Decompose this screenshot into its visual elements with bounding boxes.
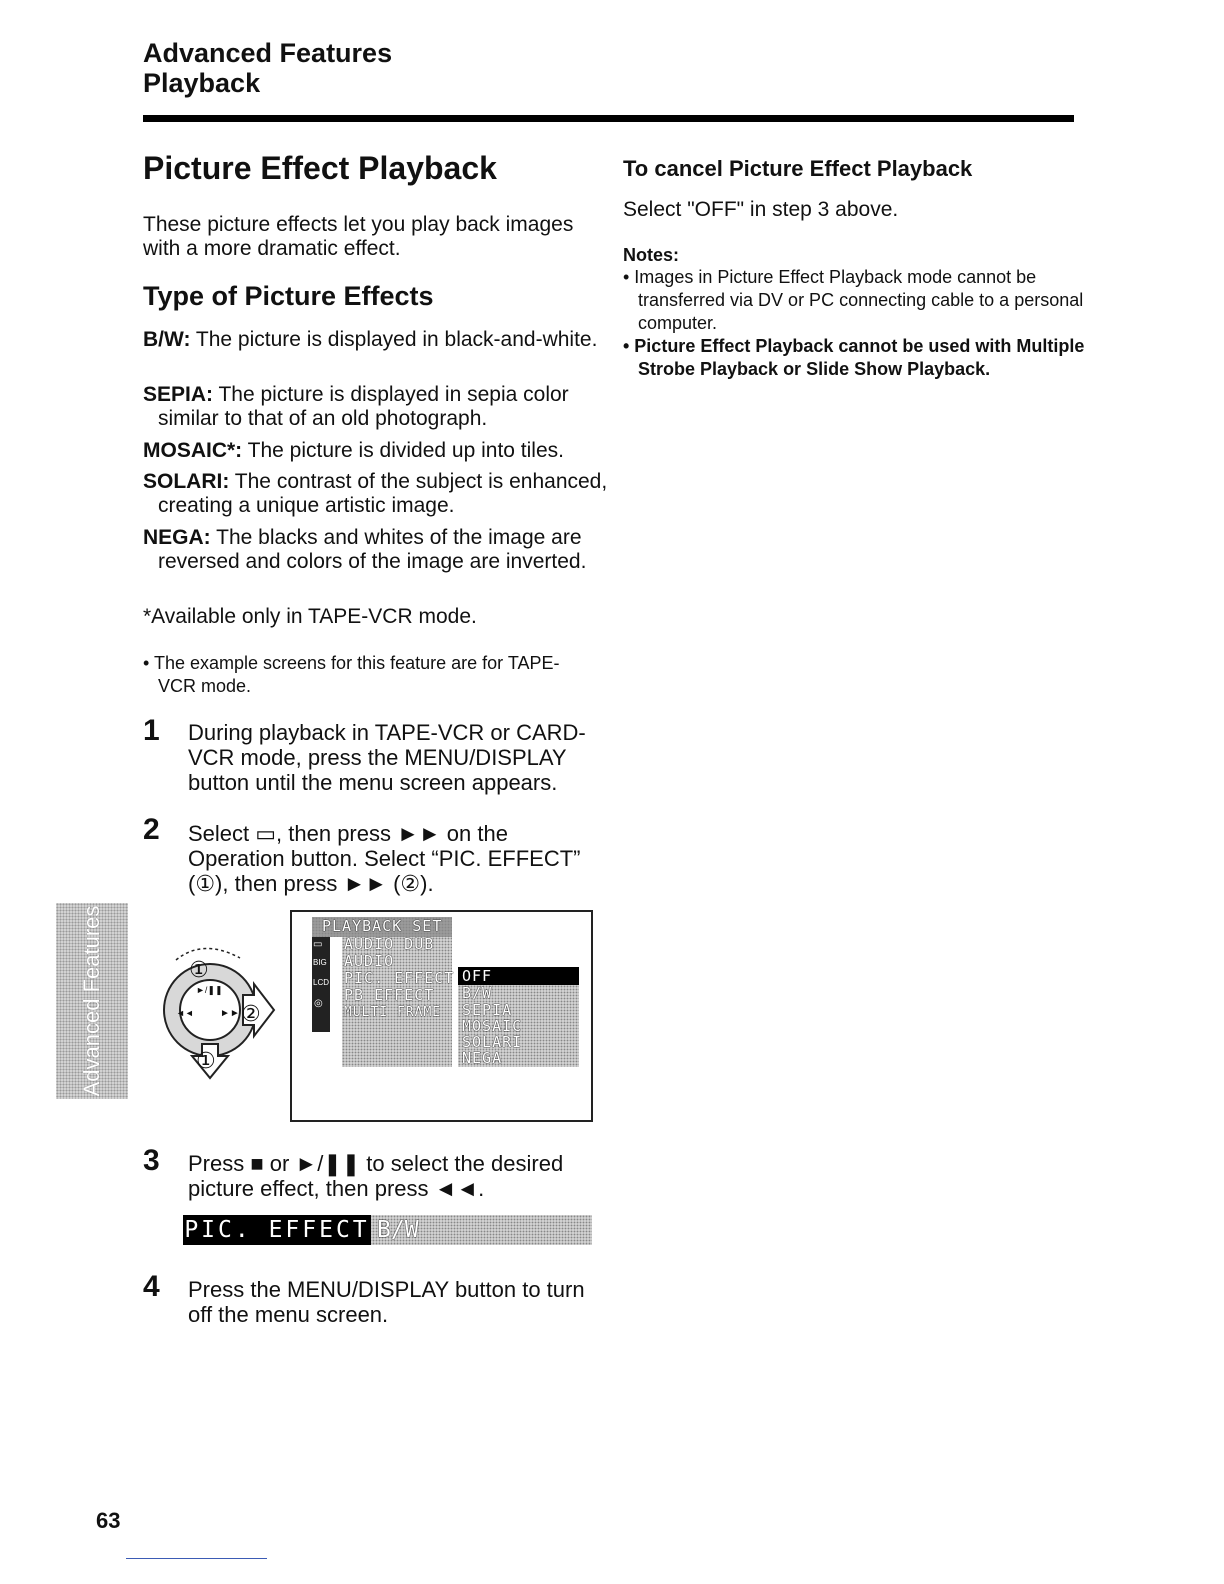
page-number: 63 [96,1508,121,1533]
menu-item-audio: AUDIO [344,952,395,970]
effect-solari: SOLARI: The contrast of the subject is enhanced, creating a unique artistic image. [143,470,608,517]
diagram-label-1b: ① [196,1048,216,1073]
step-4-number: 4 [143,1270,160,1303]
pic-effect-label: PIC. EFFECT [184,1217,370,1243]
types-heading: Type of Picture Effects [143,281,434,311]
diagram-label-2: ② [241,1001,261,1026]
menu-option-sepia: SEPIA [462,1001,513,1019]
menu-option-solari: SOLARI [462,1033,523,1051]
step-1-number: 1 [143,714,160,747]
fast-forward-label: ►► [220,1008,240,1019]
lcd-icon: LCD [313,978,330,987]
subsection-title: Playback [143,68,261,98]
example-note: • The example screens for this feature are for TAPE-VCR mode. [143,653,560,696]
note-2: • Picture Effect Playback cannot be used with Multiple Strobe Playback or Slide Show Playback. [623,336,1085,379]
footer-line [126,1558,267,1559]
menu-item-multi-frame: MULTI FRAME [344,1005,442,1020]
step-3-text: Press ■ or ►/❚❚ to select the desired picture effect, then press ◄◄. [188,1151,564,1201]
footnote: *Available only in TAPE-VCR mode. [143,605,477,628]
cancel-heading: To cancel Picture Effect Playback [623,156,973,181]
menu-selected-value: OFF [462,967,493,985]
step-2-text: Select ▭, then press ►► on the Operation button. Select “PIC. EFFECT” (①), then press ►► (②). [188,821,581,896]
pic-effect-value: B/W [377,1217,419,1243]
effect-nega: NEGA: The blacks and whites of the image are reversed and colors of the image are inverted. [143,526,587,573]
menu-option-nega: NEGA [462,1049,503,1067]
rewind-label: ◄◄ [176,1008,194,1018]
menu-screen [290,910,593,1122]
menu-item-audio-dub: AUDIO DUB [344,935,435,953]
tape-icon: ▭ [313,939,323,950]
side-tab [56,903,128,1099]
menu-option-mosaic: MOSAIC [462,1017,523,1035]
intro-text: These picture effects let you play back images with a more dramatic effect. [143,213,574,260]
menu-title: PLAYBACK SET [322,917,443,935]
step-1-text: During playback in TAPE-VCR or CARD-VCR mode, press the MENU/DISPLAY button until the menu screen appears. [188,720,586,795]
diagram-label-1: ① [189,957,209,982]
effect-bw: B/W: The picture is displayed in black-and-white. [143,328,598,351]
menu-option-bw: B/W [462,984,493,1002]
card-icon: BIG [313,958,327,967]
effect-sepia: SEPIA: The picture is displayed in sepia color similar to that of an old photograph. [143,383,569,430]
section-title: Advanced Features [143,38,393,68]
effect-mosaic: MOSAIC*: The picture is divided up into tiles. [143,439,564,462]
cancel-text: Select "OFF" in step 3 above. [623,198,899,221]
menu-item-pic-effect: PIC. EFFECT [344,969,455,987]
page-title: Picture Effect Playback [143,150,497,186]
step-4-text: Press the MENU/DISPLAY button to turn off the menu screen. [188,1277,585,1327]
play-pause-label: ►/❚❚ [196,985,223,995]
menu-item-pb-effect: PB EFFECT [344,986,435,1004]
notes-heading: Notes: [623,245,680,265]
note-1: • Images in Picture Effect Playback mode cannot be transferred via DV or PC connecting cable to a personal computer. [623,267,1084,333]
header-rule [143,115,1074,122]
camera-icon: ◎ [314,998,323,1009]
step-3-number: 3 [143,1144,160,1177]
side-tab-label: Advanced Features [79,905,104,1097]
pic-effect-bar [183,1215,592,1245]
step-2-number: 2 [143,813,160,846]
